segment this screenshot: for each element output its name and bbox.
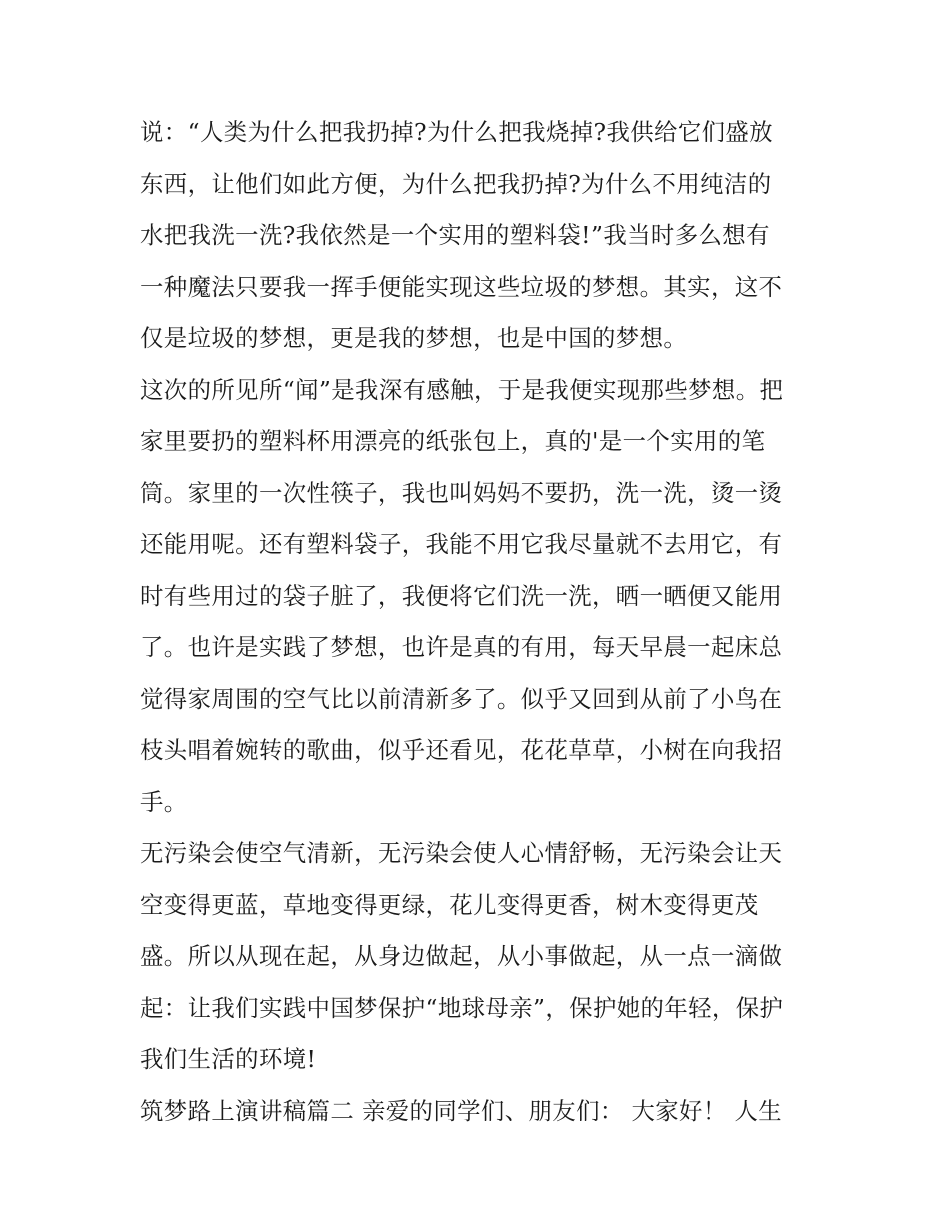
text-line: 我们生活的环境!	[140, 1045, 317, 1073]
document-body	[140, 107, 820, 1137]
text-line: 说：“人类为什么把我扔掉?为什么把我烧掉?我供给它们盛放	[140, 118, 774, 146]
text-line: 无污染会使空气清新，无污染会使人心情舒畅，无污染会让天	[140, 839, 783, 867]
text-line: 水把我洗一洗?我依然是一个实用的塑料袋!”我当时多么想有	[140, 221, 770, 249]
text-line: 手。	[140, 787, 188, 816]
text-line: 了。也许是实践了梦想，也许是真的有用，每天早晨一起床总	[140, 633, 783, 661]
text-line: 筒。家里的一次性筷子，我也叫妈妈不要扔，洗一洗，烫一烫	[140, 478, 783, 507]
text-line: 仅是垃圾的梦想，更是我的梦想，也是中国的梦想。	[140, 324, 688, 352]
text-line: 空变得更蓝，草地变得更绿，花儿变得更香，树木变得更茂	[140, 890, 759, 919]
text-line: 筑梦路上演讲稿篇二 亲爱的同学们、朋友们： 大家好！ 人生	[140, 1096, 783, 1125]
text-line: 东西，让他们如此方便，为什么把我扔掉?为什么不用纯洁的	[140, 169, 772, 198]
text-line: 起：让我们实践中国梦保护“地球母亲”，保护她的年轻，保护	[140, 993, 784, 1022]
text-line: 一种魔法只要我一挥手便能实现这些垃圾的梦想。其实，这不	[140, 272, 783, 301]
text-line: 家里要扔的塑料杯用漂亮的纸张包上，真的'是一个实用的笔	[140, 427, 766, 455]
text-line: 这次的所见所“闻”是我深有感触，于是我便实现那些梦想。把	[140, 375, 784, 404]
text-line: 时有些用过的袋子脏了，我便将它们洗一洗，晒一晒便又能用	[140, 581, 783, 610]
text-line: 盛。所以从现在起，从身边做起，从小事做起，从一点一滴做	[140, 942, 783, 970]
text-line: 枝头唱着婉转的歌曲，似乎还看见，花花草草，小树在向我招	[140, 736, 783, 764]
text-line: 还能用呢。还有塑料袋子，我能不用它我尽量就不去用它，有	[140, 530, 783, 558]
text-line: 觉得家周围的空气比以前清新多了。似乎又回到从前了小鸟在	[140, 684, 783, 713]
